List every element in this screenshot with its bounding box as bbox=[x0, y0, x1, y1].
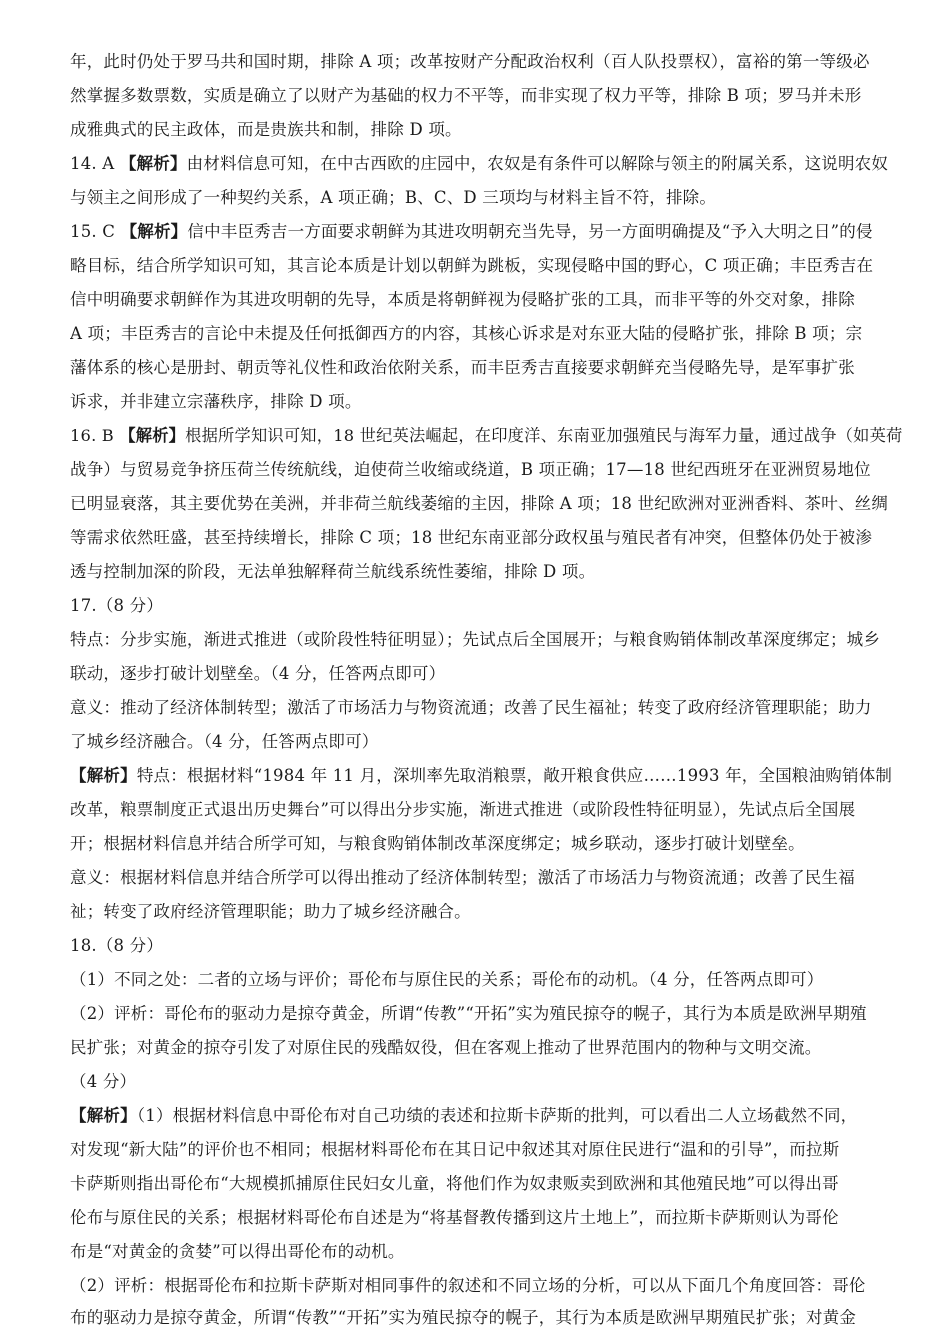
text-line: 意义：根据材料信息并结合所学可以得出推动了经济体制转型；激活了市场活力与物资流通；改善了民生福 bbox=[70, 868, 855, 887]
text-line: （4 分） bbox=[70, 1072, 137, 1091]
text-line: 改革，粮票制度正式退出历史舞台”可以得出分步实施，渐进式推进（或阶段性特征明显），先试点后全国展 bbox=[70, 800, 856, 819]
text-line: 了城乡经济融合。（4 分，任答两点即可） bbox=[70, 732, 379, 751]
text-line: 等需求依然旺盛，甚至持续增长，排除 C 项；18 世纪东南亚部分政权虽与殖民者有冲突，但整体仍处于被渗 bbox=[70, 528, 873, 547]
text-line: 略目标，结合所学知识可知，其言论本质是计划以朝鲜为跳板，实现侵略中国的野心，C 项正确；丰臣秀吉在 bbox=[70, 256, 874, 275]
text-line: （2）评析：根据哥伦布和拉斯卡萨斯对相同事件的叙述和不同立场的分析，可以从下面几个角度回答：哥伦 bbox=[70, 1276, 866, 1295]
text-line: A 项；丰臣秀吉的言论中未提及任何抵御西方的内容，其核心诉求是对东亚大陆的侵略扩张，排除 B 项；宗 bbox=[70, 324, 863, 343]
text-line: 祉；转变了政府经济管理职能；助力了城乡经济融合。 bbox=[70, 902, 471, 921]
text-line: 信中明确要求朝鲜作为其进攻明朝的先导，本质是将朝鲜视为侵略扩张的工具，而非平等的外交对象，排除 bbox=[70, 290, 855, 309]
text-line: 然掌握多数票数，实质是确立了以财产为基础的权力不平等，而非实现了权力平等，排除 B 项；罗马并未形 bbox=[70, 86, 862, 105]
text-line: 已明显衰落，其主要优势在美洲，并非荷兰航线萎缩的主因，排除 A 项；18 世纪欧洲对亚洲香料、茶叶、丝绸 bbox=[70, 494, 889, 513]
text-line: 与领主之间形成了一种契约关系，A 项正确；B、C、D 三项均与材料主旨不符，排除。 bbox=[70, 188, 717, 207]
text-line: 18.（8 分） bbox=[70, 936, 164, 955]
text-line: 民扩张；对黄金的掠夺引发了对原住民的残酷奴役，但在客观上推动了世界范围内的物种与文明交流。 bbox=[70, 1038, 822, 1057]
text-line: 16. B 【解析】根据所学知识可知，18 世纪英法崛起，在印度洋、东南亚加强殖民与海军力量，通过战争（如英荷 bbox=[70, 426, 903, 445]
text-line: 卡萨斯则指出哥伦布“大规模抓捕原住民妇女儿童，将他们作为奴隶贩卖到欧洲和其他殖民地”可以得出哥 bbox=[70, 1174, 839, 1193]
text-line: 联动，逐步打破计划壁垒。（4 分，任答两点即可） bbox=[70, 664, 446, 683]
text-line: 特点：分步实施，渐进式推进（或阶段性特征明显）；先试点后全国展开；与粮食购销体制改革深度绑定；城乡 bbox=[70, 630, 881, 649]
text-line: 意义：推动了经济体制转型；激活了市场活力与物资流通；改善了民生福祉；转变了政府经济管理职能；助力 bbox=[70, 698, 872, 717]
text-line: 成雅典式的民主政体，而是贵族共和制，排除 D 项。 bbox=[70, 120, 462, 139]
text-line: 战争）与贸易竞争挤压荷兰传统航线，迫使荷兰收缩或绕道，B 项正确；17—18 世纪西班牙在亚洲贸易地位 bbox=[70, 460, 871, 479]
text-line: 透与控制加深的阶段，无法单独解释荷兰航线系统性萎缩，排除 D 项。 bbox=[70, 562, 596, 581]
text-line: 伦布与原住民的关系；根据材料哥伦布自述是为“将基督教传播到这片土地上”，而拉斯卡萨斯则认为哥伦 bbox=[70, 1208, 839, 1227]
text-line: 藩体系的核心是册封、朝贡等礼仪性和政治依附关系，而丰臣秀吉直接要求朝鲜充当侵略先导，是军事扩张 bbox=[70, 358, 855, 377]
text-line: （1）不同之处：二者的立场与评价；哥伦布与原住民的关系；哥伦布的动机。（4 分，任答两点即可） bbox=[70, 970, 824, 989]
analysis-marker: 【解析】 bbox=[119, 154, 187, 173]
analysis-marker: 【解析】 bbox=[70, 766, 137, 785]
analysis-marker: 【解析】 bbox=[70, 1106, 137, 1125]
analysis-marker: 【解析】 bbox=[119, 426, 186, 445]
analysis-marker: 【解析】 bbox=[120, 222, 188, 241]
text-line: 布的驱动力是掠夺黄金，所谓“传教”“开拓”实为殖民掠夺的幌子，其行为本质是欧洲早期殖民扩张；对黄金 bbox=[70, 1308, 857, 1327]
text-line: 14. A 【解析】由材料信息可知，在中古西欧的庄园中，农奴是有条件可以解除与领主的附属关系，这说明农奴 bbox=[70, 154, 889, 173]
text-line: 17.（8 分） bbox=[70, 596, 164, 615]
text-line: 布是“对黄金的贪婪”可以得出哥伦布的动机。 bbox=[70, 1242, 405, 1261]
text-line: 【解析】（1）根据材料信息中哥伦布对自己功绩的表述和拉斯卡萨斯的批判，可以看出二人立场截然不同， bbox=[70, 1106, 858, 1125]
text-line: 开；根据材料信息并结合所学可知，与粮食购销体制改革深度绑定；城乡联动，逐步打破计划壁垒。 bbox=[70, 834, 805, 853]
text-line: 15. C 【解析】信中丰臣秀吉一方面要求朝鲜为其进攻明朝充当先导，另一方面明确提及“予入大明之日”的侵 bbox=[70, 222, 873, 241]
text-line: 对发现“新大陆”的评价也不相同；根据材料哥伦布在其日记中叙述其对原住民进行“温和的引导”，而拉斯 bbox=[70, 1140, 840, 1159]
text-line: 诉求，并非建立宗藩秩序，排除 D 项。 bbox=[70, 392, 362, 411]
text-line: （2）评析：哥伦布的驱动力是掠夺黄金，所谓“传教”“开拓”实为殖民掠夺的幌子，其行为本质是欧洲早期殖 bbox=[70, 1004, 867, 1023]
text-line: 【解析】特点：根据材料“1984 年 11 月，深圳率先取消粮票，敞开粮食供应……1993 年，全国粮油购销体制 bbox=[70, 766, 893, 785]
text-line: 年，此时仍处于罗马共和国时期，排除 A 项；改革按财产分配政治权利（百人队投票权），富裕的第一等级必 bbox=[70, 52, 870, 71]
